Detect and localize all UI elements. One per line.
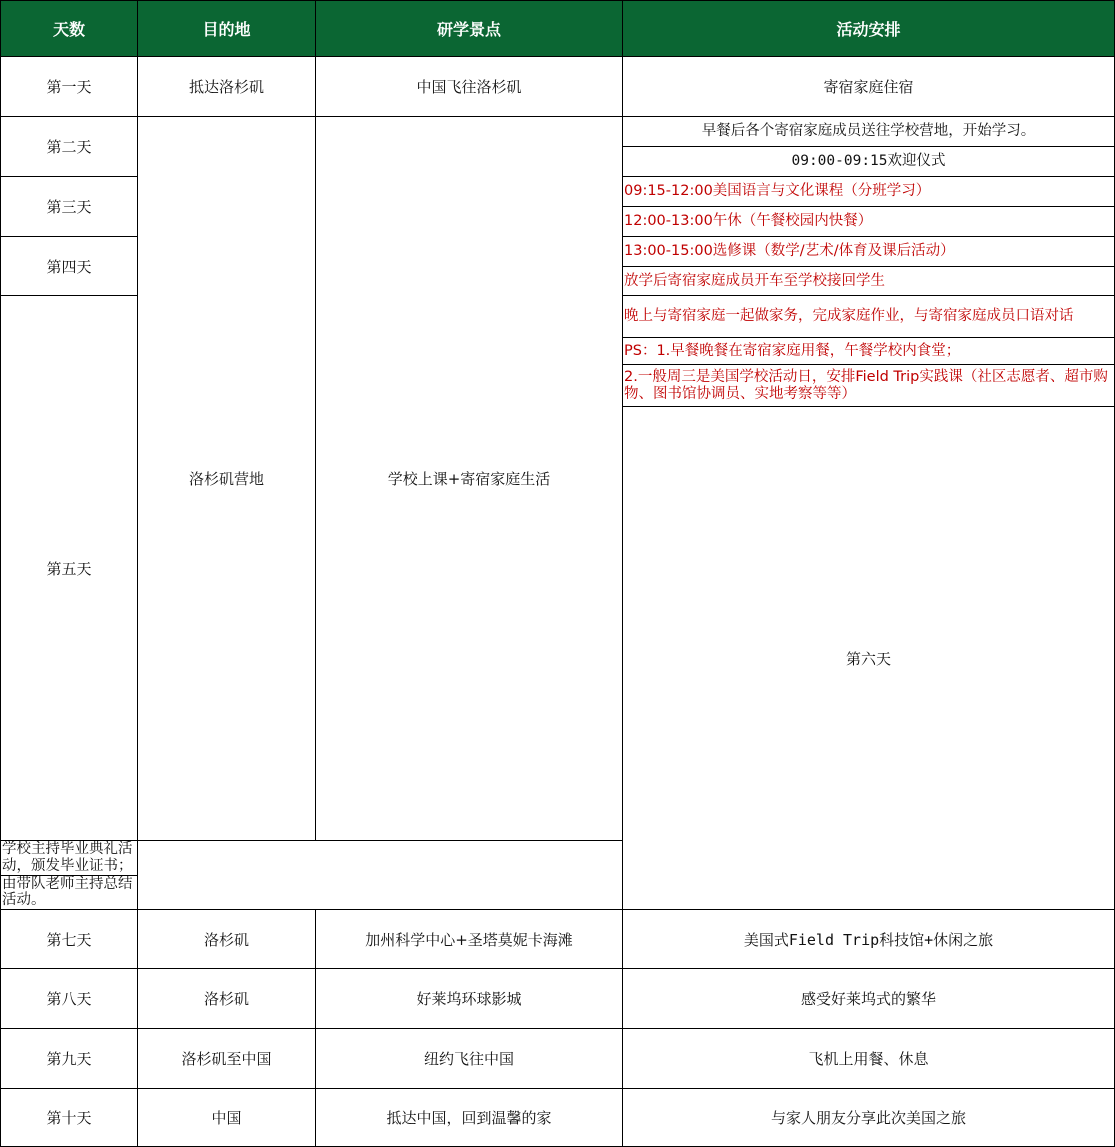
activity-cell: 13:00-15:00选修课（数学/艺术/体育及课后活动） xyxy=(623,237,1115,267)
day-cell: 第六天 xyxy=(623,407,1115,910)
header-days: 天数 xyxy=(1,1,138,57)
day-cell: 第四天 xyxy=(1,237,138,296)
activity-cell: 感受好莱坞式的繁华 xyxy=(623,969,1115,1029)
destination-cell: 洛杉矶营地 xyxy=(138,117,316,841)
site-cell: 加州科学中心+圣塔莫妮卡海滩 xyxy=(316,910,623,969)
activity-cell: 晚上与寄宿家庭一起做家务，完成家庭作业，与寄宿家庭成员口语对话 xyxy=(623,296,1115,338)
site-cell: 抵达中国，回到温馨的家 xyxy=(316,1089,623,1147)
table-row xyxy=(1,57,1115,117)
activity-cell: 美国式Field Trip科技馆+休闲之旅 xyxy=(623,910,1115,969)
table-row xyxy=(1,910,1115,969)
destination-cell: 洛杉矶 xyxy=(138,969,316,1029)
destination-cell: 中国 xyxy=(138,1089,316,1147)
header-destination: 目的地 xyxy=(138,1,316,57)
table-row xyxy=(1,969,1115,1029)
destination-cell: 洛杉矶至中国 xyxy=(138,1029,316,1089)
activity-cell: 与家人朋友分享此次美国之旅 xyxy=(623,1089,1115,1147)
table-row xyxy=(1,1029,1115,1089)
day-cell: 第十天 xyxy=(1,1089,138,1147)
activity-cell: 09:15-12:00美国语言与文化课程（分班学习） xyxy=(623,177,1115,207)
site-cell: 纽约飞往中国 xyxy=(316,1029,623,1089)
destination-cell: 抵达洛杉矶 xyxy=(138,57,316,117)
day-cell: 第二天 xyxy=(1,117,138,177)
activity-cell: 寄宿家庭住宿 xyxy=(623,57,1115,117)
site-cell: 中国飞往洛杉矶 xyxy=(316,57,623,117)
site-cell: 好莱坞环球影城 xyxy=(316,969,623,1029)
day-cell: 第九天 xyxy=(1,1029,138,1089)
activity-cell: 早餐后各个寄宿家庭成员送往学校营地，开始学习。 xyxy=(623,117,1115,147)
activity-cell: 学校主持毕业典礼活动，颁发毕业证书； xyxy=(1,841,138,875)
day-cell: 第三天 xyxy=(1,177,138,237)
header-row xyxy=(1,1,1115,57)
table-row xyxy=(1,117,1115,147)
site-cell: 学校上课+寄宿家庭生活 xyxy=(316,117,623,841)
day-cell: 第七天 xyxy=(1,910,138,969)
activity-cell: 由带队老师主持总结活动。 xyxy=(1,875,138,909)
activity-cell: 2.一般周三是美国学校活动日，安排Field Trip实践课（社区志愿者、超市购物、图书馆协调员、实地考察等等） xyxy=(623,365,1115,407)
day-cell: 第八天 xyxy=(1,969,138,1029)
table-row xyxy=(1,1089,1115,1147)
activity-cell: 09:00-09:15欢迎仪式 xyxy=(623,147,1115,177)
day-cell: 第五天 xyxy=(1,296,138,841)
header-sites: 研学景点 xyxy=(316,1,623,57)
activity-cell: 放学后寄宿家庭成员开车至学校接回学生 xyxy=(623,267,1115,296)
day-cell: 第一天 xyxy=(1,57,138,117)
destination-cell: 洛杉矶 xyxy=(138,910,316,969)
activity-cell: PS：1.早餐晚餐在寄宿家庭用餐，午餐学校内食堂； xyxy=(623,338,1115,365)
header-activities: 活动安排 xyxy=(623,1,1115,57)
activity-cell: 飞机上用餐、休息 xyxy=(623,1029,1115,1089)
activity-cell: 12:00-13:00午休（午餐校园内快餐） xyxy=(623,207,1115,237)
